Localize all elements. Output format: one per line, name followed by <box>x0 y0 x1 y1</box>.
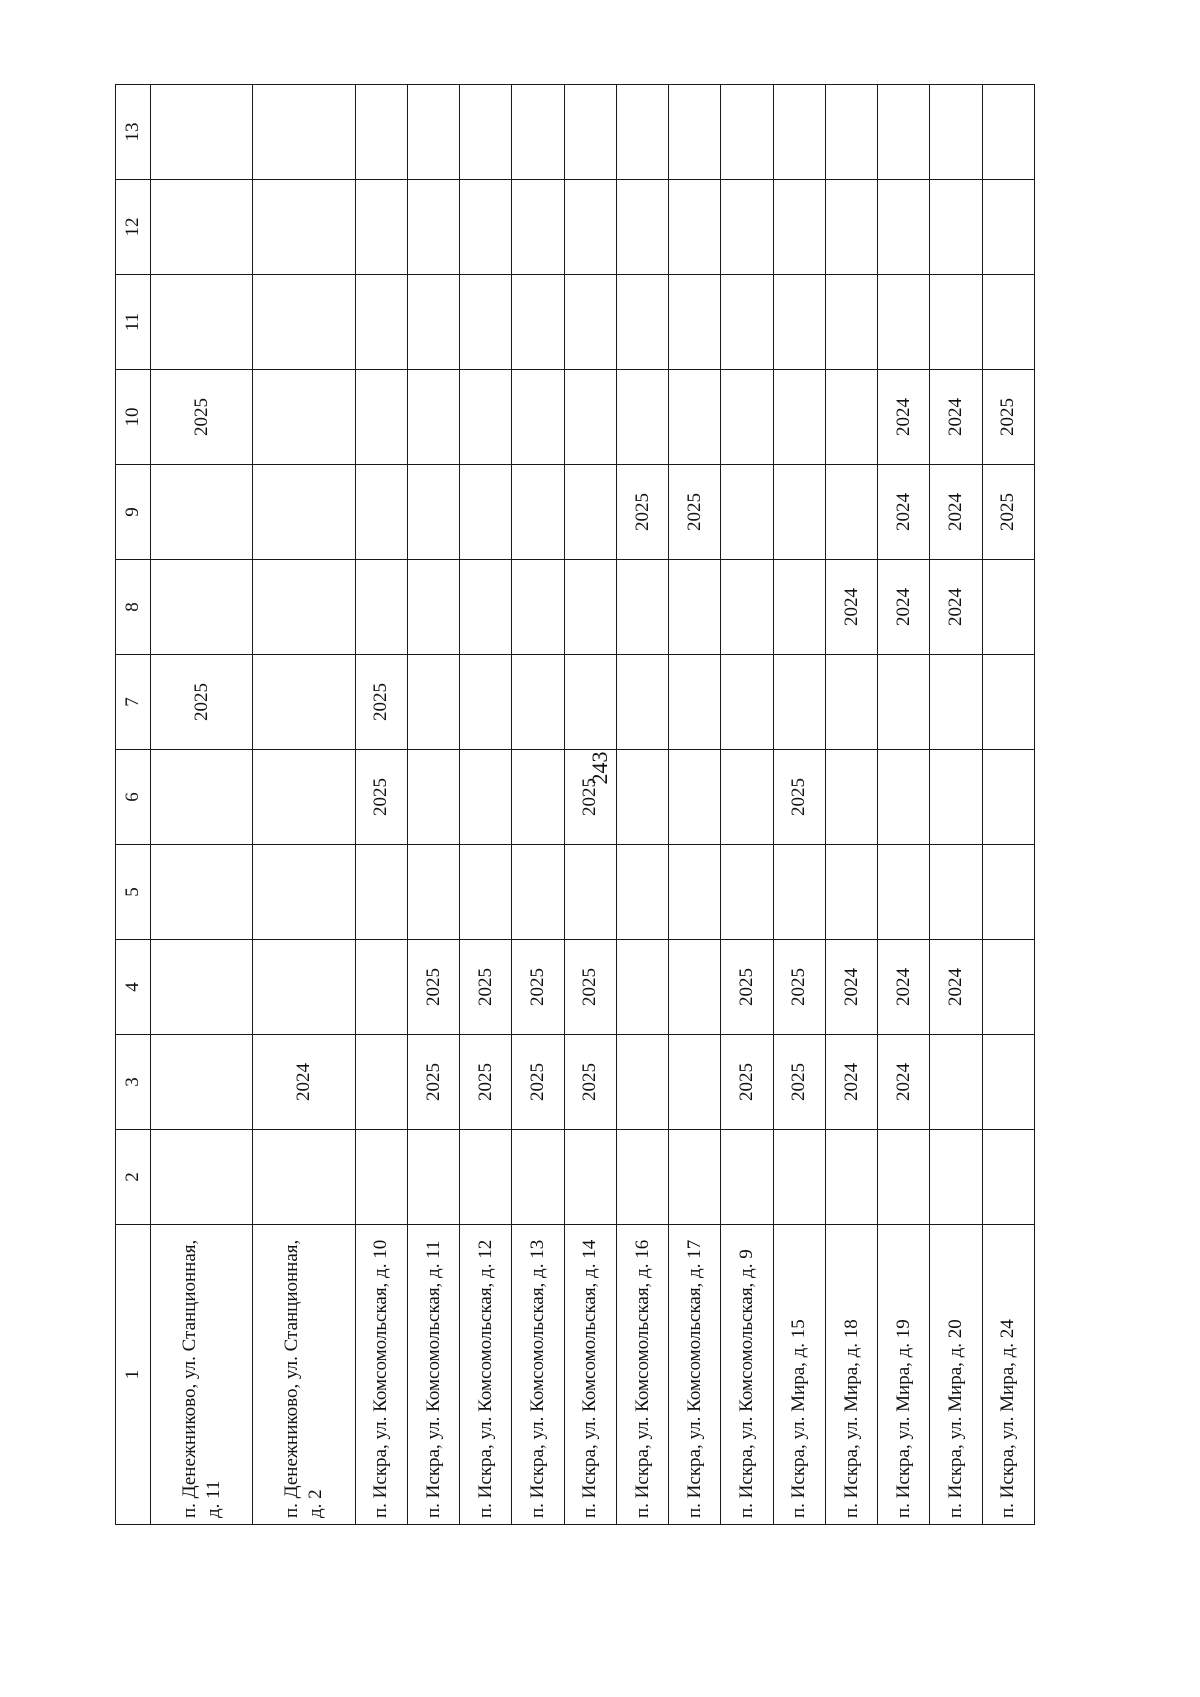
year-cell: 2025 <box>408 1035 460 1130</box>
year-cell <box>512 275 564 370</box>
year-cell <box>408 560 460 655</box>
year-cell <box>564 465 616 560</box>
address-cell: п. Денежниково, ул. Станционная, д. 2 <box>253 1225 355 1525</box>
year-cell: 2024 <box>878 940 930 1035</box>
column-number-6: 6 <box>116 750 151 845</box>
year-cell: 2025 <box>669 465 721 560</box>
column-number-4: 4 <box>116 940 151 1035</box>
year-cell <box>408 750 460 845</box>
year-cell <box>669 845 721 940</box>
year-cell <box>878 655 930 750</box>
year-cell <box>721 560 773 655</box>
year-cell: 2024 <box>253 1035 355 1130</box>
year-cell: 2025 <box>564 940 616 1035</box>
year-cell <box>878 750 930 845</box>
table-body <box>151 85 1035 1525</box>
year-cell <box>408 1130 460 1225</box>
year-cell <box>825 180 877 275</box>
year-cell <box>253 275 355 370</box>
data-table <box>115 84 1035 1525</box>
year-cell <box>982 1130 1034 1225</box>
year-cell <box>616 560 668 655</box>
address-cell: п. Денежниково, ул. Станционная, д. 11 <box>151 1225 253 1525</box>
table-row <box>721 85 773 1525</box>
year-cell <box>773 180 825 275</box>
address-cell: п. Искра, ул. Мира, д. 19 <box>878 1225 930 1525</box>
year-cell <box>253 940 355 1035</box>
address-cell: п. Искра, ул. Комсомольская, д. 17 <box>669 1225 721 1525</box>
year-cell <box>512 750 564 845</box>
year-cell <box>930 85 982 180</box>
table-row <box>408 85 460 1525</box>
year-cell: 2025 <box>564 750 616 845</box>
column-number-13: 13 <box>116 85 151 180</box>
year-cell <box>355 845 407 940</box>
year-cell <box>616 370 668 465</box>
year-cell <box>825 750 877 845</box>
year-cell <box>773 275 825 370</box>
year-cell <box>253 180 355 275</box>
year-cell: 2024 <box>878 1035 930 1130</box>
year-cell <box>930 845 982 940</box>
table-row <box>460 85 512 1525</box>
address-cell: п. Искра, ул. Мира, д. 15 <box>773 1225 825 1525</box>
year-cell <box>460 750 512 845</box>
year-cell <box>564 845 616 940</box>
year-cell: 2025 <box>721 1035 773 1130</box>
year-cell <box>408 85 460 180</box>
year-cell: 2024 <box>878 465 930 560</box>
column-number-2: 2 <box>116 1130 151 1225</box>
year-cell: 2025 <box>151 655 253 750</box>
year-cell <box>616 655 668 750</box>
year-cell <box>460 1130 512 1225</box>
year-cell <box>151 275 253 370</box>
year-cell <box>825 465 877 560</box>
address-cell: п. Искра, ул. Комсомольская, д. 9 <box>721 1225 773 1525</box>
table-row <box>878 85 930 1525</box>
address-cell: п. Искра, ул. Мира, д. 20 <box>930 1225 982 1525</box>
address-cell: п. Искра, ул. Комсомольская, д. 11 <box>408 1225 460 1525</box>
year-cell: 2024 <box>825 1035 877 1130</box>
table-row <box>773 85 825 1525</box>
year-cell <box>512 845 564 940</box>
table-row <box>825 85 877 1525</box>
column-number-3: 3 <box>116 1035 151 1130</box>
year-cell <box>512 560 564 655</box>
address-cell: п. Искра, ул. Комсомольская, д. 10 <box>355 1225 407 1525</box>
table-row <box>982 85 1034 1525</box>
year-cell <box>721 1130 773 1225</box>
year-cell <box>982 1035 1034 1130</box>
year-cell <box>669 1130 721 1225</box>
year-cell <box>669 1035 721 1130</box>
year-cell <box>564 370 616 465</box>
address-cell: п. Искра, ул. Мира, д. 18 <box>825 1225 877 1525</box>
year-cell <box>982 655 1034 750</box>
year-cell: 2025 <box>408 940 460 1035</box>
page-number: 243 <box>587 751 612 785</box>
year-cell: 2024 <box>930 940 982 1035</box>
year-cell <box>616 940 668 1035</box>
year-cell <box>616 180 668 275</box>
year-cell <box>253 560 355 655</box>
year-cell <box>930 1035 982 1130</box>
year-cell <box>355 275 407 370</box>
year-cell <box>982 750 1034 845</box>
year-cell <box>408 275 460 370</box>
table-row <box>151 85 253 1525</box>
year-cell <box>721 750 773 845</box>
year-cell <box>408 370 460 465</box>
year-cell <box>355 1130 407 1225</box>
year-cell <box>460 370 512 465</box>
year-cell: 2025 <box>721 940 773 1035</box>
address-cell: п. Искра, ул. Комсомольская, д. 14 <box>564 1225 616 1525</box>
year-cell <box>773 465 825 560</box>
year-cell <box>151 180 253 275</box>
year-cell <box>930 750 982 845</box>
year-cell <box>460 560 512 655</box>
year-cell <box>669 655 721 750</box>
column-number-1: 1 <box>116 1225 151 1525</box>
year-cell <box>408 180 460 275</box>
year-cell <box>151 465 253 560</box>
year-cell <box>721 465 773 560</box>
column-number-7: 7 <box>116 655 151 750</box>
year-cell <box>721 370 773 465</box>
year-cell <box>773 370 825 465</box>
year-cell <box>408 655 460 750</box>
year-cell <box>460 465 512 560</box>
year-cell <box>878 1130 930 1225</box>
year-cell <box>982 845 1034 940</box>
year-cell <box>669 940 721 1035</box>
year-cell: 2025 <box>773 1035 825 1130</box>
year-cell <box>982 275 1034 370</box>
year-cell <box>253 1130 355 1225</box>
year-cell <box>253 845 355 940</box>
address-cell: п. Искра, ул. Комсомольская, д. 12 <box>460 1225 512 1525</box>
year-cell <box>825 85 877 180</box>
year-cell: 2024 <box>930 560 982 655</box>
year-cell <box>982 560 1034 655</box>
year-cell <box>355 85 407 180</box>
year-cell <box>512 655 564 750</box>
year-cell <box>151 560 253 655</box>
address-cell: п. Искра, ул. Комсомольская, д. 13 <box>512 1225 564 1525</box>
year-cell <box>721 275 773 370</box>
year-cell: 2025 <box>512 940 564 1035</box>
year-cell: 2024 <box>878 370 930 465</box>
year-cell: 2024 <box>825 940 877 1035</box>
year-cell <box>825 275 877 370</box>
year-cell <box>669 275 721 370</box>
year-cell: 2025 <box>512 1035 564 1130</box>
year-cell <box>773 560 825 655</box>
table-container <box>115 85 1035 1525</box>
year-cell: 2024 <box>930 370 982 465</box>
year-cell <box>669 370 721 465</box>
column-number-row <box>116 85 151 1525</box>
column-number-11: 11 <box>116 275 151 370</box>
year-cell <box>512 1130 564 1225</box>
table-row <box>253 85 355 1525</box>
year-cell: 2025 <box>460 940 512 1035</box>
year-cell <box>773 85 825 180</box>
year-cell <box>564 275 616 370</box>
year-cell: 2025 <box>982 465 1034 560</box>
year-cell <box>151 1130 253 1225</box>
year-cell <box>982 180 1034 275</box>
year-cell <box>825 845 877 940</box>
year-cell <box>669 85 721 180</box>
table-row <box>355 85 407 1525</box>
year-cell <box>460 85 512 180</box>
year-cell <box>512 85 564 180</box>
column-number-10: 10 <box>116 370 151 465</box>
year-cell: 2025 <box>982 370 1034 465</box>
year-cell <box>355 370 407 465</box>
year-cell <box>616 1130 668 1225</box>
year-cell <box>721 655 773 750</box>
year-cell <box>825 655 877 750</box>
year-cell <box>564 560 616 655</box>
year-cell <box>512 180 564 275</box>
year-cell <box>616 845 668 940</box>
year-cell <box>253 370 355 465</box>
year-cell <box>355 180 407 275</box>
year-cell <box>878 275 930 370</box>
year-cell <box>930 655 982 750</box>
year-cell <box>460 655 512 750</box>
year-cell <box>355 940 407 1035</box>
year-cell <box>721 180 773 275</box>
address-cell: п. Искра, ул. Мира, д. 24 <box>982 1225 1034 1525</box>
year-cell <box>669 560 721 655</box>
year-cell <box>355 560 407 655</box>
year-cell: 2025 <box>460 1035 512 1130</box>
year-cell <box>564 1130 616 1225</box>
year-cell <box>564 180 616 275</box>
year-cell <box>564 655 616 750</box>
year-cell <box>825 370 877 465</box>
year-cell <box>253 465 355 560</box>
year-cell <box>878 180 930 275</box>
year-cell: 2024 <box>878 560 930 655</box>
year-cell: 2024 <box>930 465 982 560</box>
year-cell <box>773 655 825 750</box>
table-row <box>930 85 982 1525</box>
year-cell <box>669 750 721 845</box>
year-cell <box>151 1035 253 1130</box>
year-cell <box>878 85 930 180</box>
year-cell <box>878 845 930 940</box>
year-cell <box>151 85 253 180</box>
column-number-9: 9 <box>116 465 151 560</box>
year-cell: 2025 <box>151 370 253 465</box>
year-cell <box>460 180 512 275</box>
year-cell: 2025 <box>355 750 407 845</box>
year-cell: 2025 <box>564 1035 616 1130</box>
year-cell <box>616 750 668 845</box>
year-cell <box>564 85 616 180</box>
year-cell <box>825 1130 877 1225</box>
year-cell <box>669 180 721 275</box>
year-cell <box>253 750 355 845</box>
column-number-5: 5 <box>116 845 151 940</box>
year-cell <box>616 275 668 370</box>
year-cell: 2025 <box>773 940 825 1035</box>
table-row <box>512 85 564 1525</box>
column-number-8: 8 <box>116 560 151 655</box>
table-row <box>669 85 721 1525</box>
table-row <box>616 85 668 1525</box>
year-cell <box>512 370 564 465</box>
year-cell <box>721 845 773 940</box>
year-cell <box>616 85 668 180</box>
year-cell <box>930 1130 982 1225</box>
year-cell <box>721 85 773 180</box>
year-cell <box>151 750 253 845</box>
table-row <box>564 85 616 1525</box>
year-cell <box>253 85 355 180</box>
year-cell <box>460 275 512 370</box>
year-cell <box>355 1035 407 1130</box>
year-cell <box>512 465 564 560</box>
year-cell <box>930 180 982 275</box>
column-number-12: 12 <box>116 180 151 275</box>
year-cell <box>460 845 512 940</box>
year-cell: 2025 <box>355 655 407 750</box>
year-cell: 2024 <box>825 560 877 655</box>
year-cell <box>408 845 460 940</box>
year-cell: 2025 <box>773 750 825 845</box>
year-cell: 2025 <box>616 465 668 560</box>
year-cell <box>982 940 1034 1035</box>
year-cell <box>616 1035 668 1130</box>
year-cell <box>773 1130 825 1225</box>
year-cell <box>253 655 355 750</box>
year-cell <box>773 845 825 940</box>
year-cell <box>151 940 253 1035</box>
year-cell <box>982 85 1034 180</box>
year-cell <box>408 465 460 560</box>
year-cell <box>930 275 982 370</box>
year-cell <box>151 845 253 940</box>
address-cell: п. Искра, ул. Комсомольская, д. 16 <box>616 1225 668 1525</box>
year-cell <box>355 465 407 560</box>
